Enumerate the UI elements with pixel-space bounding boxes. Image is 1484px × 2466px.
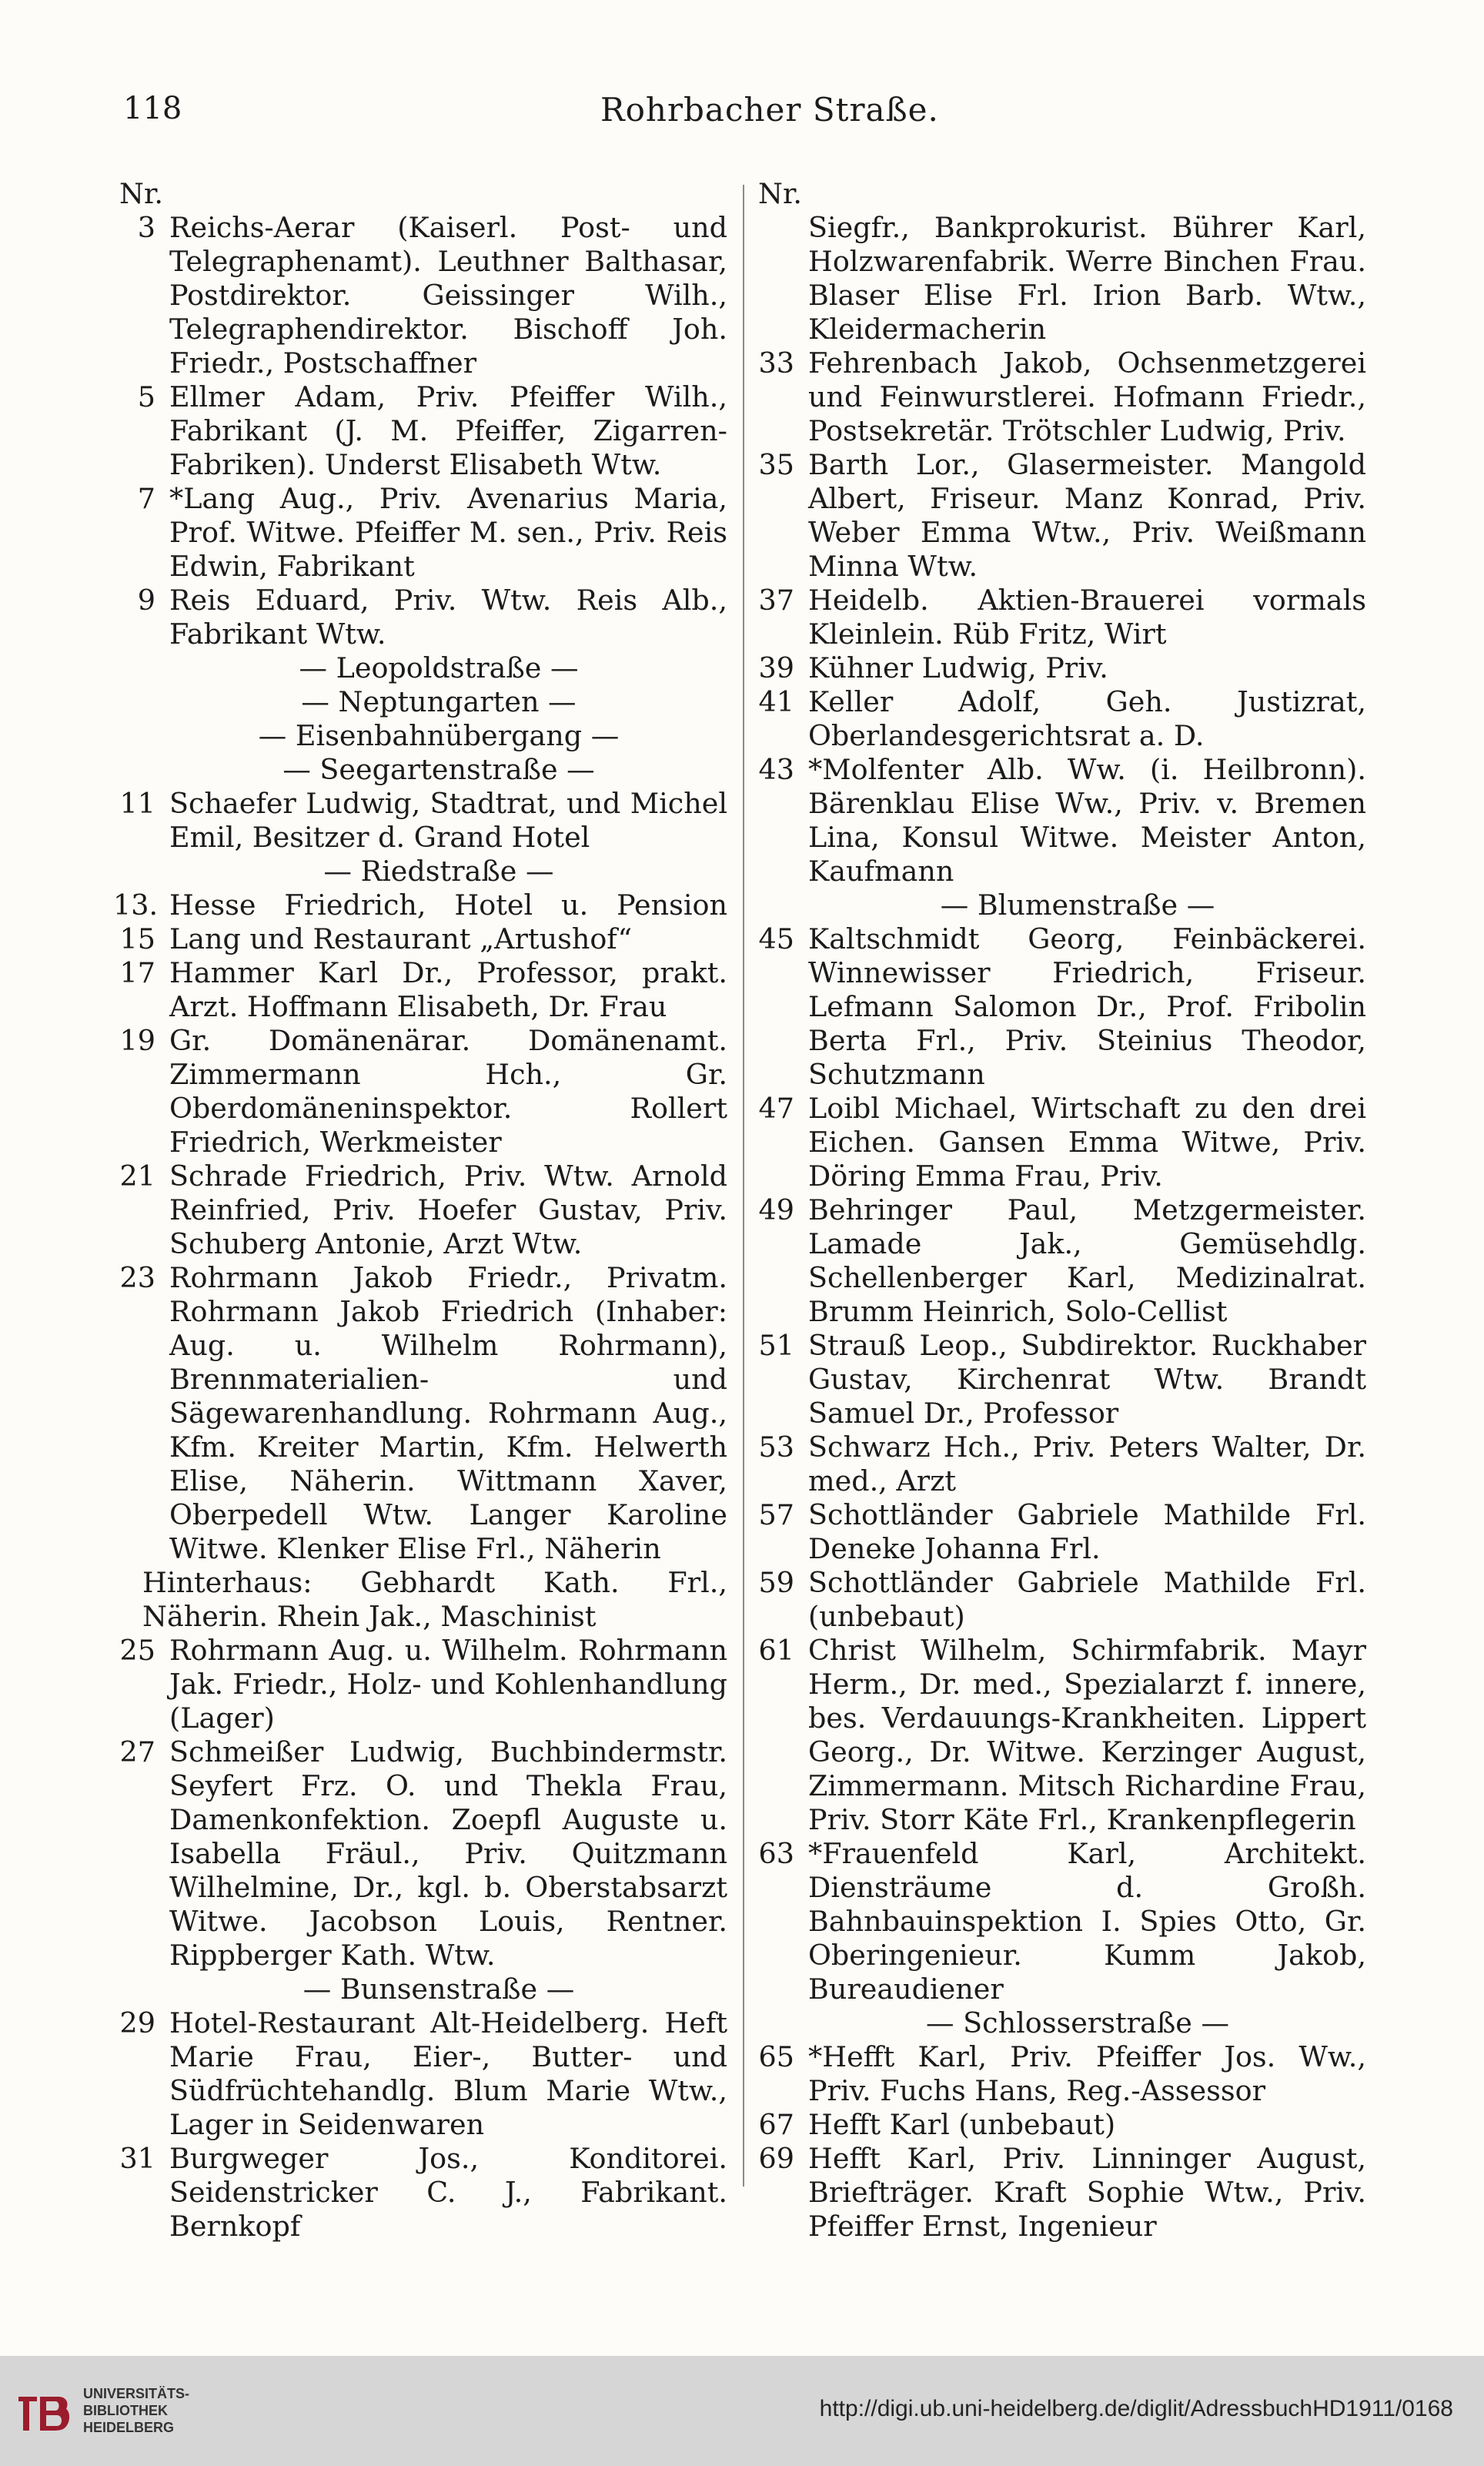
resident-text: Ellmer Adam, Priv. Pfeiffer Wilh., Fabrikant (J. M. Pfeiffer, Zigarren-Fabriken). Underst Elisabeth Wtw. (169, 380, 727, 481)
house-number: 57 (758, 1498, 794, 1531)
house-number: 19 (119, 1024, 155, 1057)
address-entry (119, 1024, 727, 1159)
house-number: 5 (137, 380, 155, 413)
nr-column-header: Nr. (758, 177, 802, 210)
page-number: 118 (123, 91, 182, 126)
address-entry (119, 584, 727, 651)
cross-street-label: — Seegartenstraße — (282, 753, 595, 786)
house-number: 25 (119, 1634, 155, 1667)
house-number: 31 (119, 2142, 155, 2175)
house-number: 65 (758, 2040, 794, 2073)
address-entry (758, 922, 1366, 1092)
house-number: 61 (758, 1634, 794, 1667)
resident-text: *Frauenfeld Karl, Architekt. Diensträume d. Großh. Bahnbauinspektion I. Spies Otto, Gr. Oberingenieur. Kumm Jakob, Bureaudiener (808, 1837, 1366, 2006)
cross-street-label: — Schlosserstraße — (926, 2006, 1229, 2039)
house-number: 37 (758, 584, 794, 617)
cross-street-label: — Bunsenstraße — (302, 1972, 575, 2006)
library-name (83, 2385, 189, 2436)
resident-text: Kühner Ludwig, Priv. (808, 651, 1108, 684)
left-column (113, 177, 727, 2243)
resident-text: Keller Adolf, Geh. Justizrat, Oberlandesgerichtsrat a. D. (808, 685, 1366, 752)
address-entry (113, 888, 727, 956)
address-entry (119, 1634, 727, 1735)
house-number: 67 (758, 2108, 794, 2141)
library-name-line: UNIVERSITÄTS- (83, 2386, 190, 2401)
house-number: 7 (137, 482, 155, 515)
column-divider (743, 185, 744, 2187)
resident-text: Barth Lor., Glasermeister. Mangold Albert, Friseur. Manz Konrad, Priv. Weber Emma Wtw., Priv. Weißmann Minna Wtw. (808, 448, 1366, 583)
house-number: 49 (758, 1193, 794, 1226)
resident-text: Hefft Karl, Priv. Linninger August, Briefträger. Kraft Sophie Wtw., Priv. Pfeiffer Ernst, Ingenieur (808, 2142, 1366, 2243)
resident-text: Reichs-Aerar (Kaiserl. Post- und Telegraphenamt). Leuthner Balthasar, Postdirektor. Geissinger Wilh., Telegraphendirektor. Bischoff Joh. Friedr., Postschaffner (169, 211, 727, 380)
house-number: 39 (758, 651, 794, 684)
address-entry (758, 1837, 1366, 2006)
resident-text: *Lang Aug., Priv. Avenarius Maria, Prof. Witwe. Pfeiffer M. sen., Priv. Reis Edwin, Fabrikant (169, 482, 727, 583)
address-entry (119, 2006, 727, 2142)
house-number: 13. 15 (113, 888, 159, 955)
address-entry (758, 1193, 1366, 1329)
page-header (123, 91, 1361, 137)
address-entry (758, 346, 1366, 448)
house-number: 43 (758, 753, 794, 786)
resident-text: *Hefft Karl, Priv. Pfeiffer Jos. Ww., Priv. Fuchs Hans, Reg.-Assessor (808, 2040, 1366, 2107)
address-entry (119, 380, 727, 482)
address-entry (758, 2108, 1366, 2142)
address-entry (758, 1430, 1366, 1498)
house-number: 11 (119, 787, 155, 820)
resident-text: Hotel-Restaurant Alt-Heidelberg. Heft Marie Frau, Eier-, Butter- und Südfrüchtehandlg. Blum Marie Wtw., Lager in Seidenwaren (169, 2006, 727, 2141)
cross-street-label: — Riedstraße — (323, 855, 554, 888)
resident-text: Schmeißer Ludwig, Buchbindermstr. Seyfert Frz. O. und Thekla Frau, Damenkonfektion. Zoepfl Auguste u. Isabella Fräul., Priv. Quitzmann Wilhelmine, Dr., kgl. b. Oberstabsarzt Witwe. Jacobson Louis, Rentner. Rippberger Kath. Wtw. (169, 1735, 727, 1972)
address-entry (119, 2142, 727, 2243)
resident-text: Rohrmann Aug. u. Wilhelm. Rohrmann Jak. Friedr., Holz- und Kohlenhandlung (Lager) (169, 1634, 727, 1735)
address-entry (119, 1735, 727, 1972)
address-entry (119, 211, 727, 380)
resident-text: Siegfr., Bankprokurist. Bührer Karl, Holzwarenfabrik. Werre Binchen Frau. Blaser Elise Frl. Irion Barb. Wtw., Kleidermacherin (808, 211, 1366, 346)
resident-text: Schottländer Gabriele Mathilde Frl. (unbebaut) (808, 1566, 1366, 1633)
house-number: 47 (758, 1092, 794, 1125)
resident-text: Fehrenbach Jakob, Ochsenmetzgerei und Feinwurstlerei. Hofmann Friedr., Postsekretär. Trötschler Ludwig, Priv. (808, 346, 1366, 447)
house-number: 29 (119, 2006, 155, 2039)
resident-text: Loibl Michael, Wirtschaft zu den drei Eichen. Gansen Emma Witwe, Priv. Döring Emma Frau, Priv. (808, 1092, 1366, 1193)
address-entry (758, 584, 1366, 651)
address-entry (119, 1159, 727, 1261)
house-number: 21 (119, 1159, 155, 1193)
house-number: 3 (137, 211, 155, 244)
address-entry (758, 651, 1366, 685)
house-number: 41 (758, 685, 794, 718)
resident-text: Schrade Friedrich, Priv. Wtw. Arnold Reinfried, Priv. Hoefer Gustav, Priv. Schuberg Antonie, Arzt Wtw. (169, 1159, 727, 1260)
address-entry (758, 1329, 1366, 1430)
address-entry (119, 1261, 727, 1566)
cross-street-label: — Leopoldstraße — (299, 651, 579, 684)
house-number: 35 (758, 448, 794, 481)
source-url-link[interactable]: http://digi.ub.uni-heidelberg.de/diglit/AdressbuchHD1911/0168 (819, 2396, 1453, 2421)
house-number: 45 (758, 922, 794, 955)
address-entry (758, 2142, 1366, 2243)
resident-text: Gr. Domänenärar. Domänenamt. Zimmermann Hch., Gr. Oberdomäneninspektor. Rollert Friedrich, Werkmeister (169, 1024, 727, 1159)
house-number: 59 (758, 1566, 794, 1599)
resident-text: Hammer Karl Dr., Professor, prakt. Arzt. Hoffmann Elisabeth, Dr. Frau (169, 956, 727, 1023)
footer-bar (0, 2356, 1484, 2466)
address-entry (119, 787, 727, 855)
address-entry (758, 1634, 1366, 1837)
resident-text: Schaefer Ludwig, Stadtrat, und Michel Emil, Besitzer d. Grand Hotel (169, 787, 727, 854)
house-number: 53 (758, 1430, 794, 1464)
address-entry (758, 1498, 1366, 1566)
resident-text: *Molfenter Alb. Ww. (i. Heilbronn). Bärenklau Elise Ww., Priv. v. Bremen Lina, Konsul Witwe. Meister Anton, Kaufmann (808, 753, 1366, 888)
library-name-line: HEIDELBERG (83, 2420, 175, 2435)
house-number: 63 (758, 1837, 794, 1870)
house-number: 17 (119, 956, 155, 989)
address-entry (758, 685, 1366, 753)
resident-text: Schwarz Hch., Priv. Peters Walter, Dr. med., Arzt (808, 1430, 1366, 1497)
cross-street-label: — Neptungarten — (301, 685, 577, 718)
resident-text: Hefft Karl (unbebaut) (808, 2108, 1116, 2141)
house-number: 9 (137, 584, 155, 617)
nr-column-header: Nr. (119, 177, 163, 210)
resident-text: Reis Eduard, Priv. Wtw. Reis Alb., Fabrikant Wtw. (169, 584, 727, 651)
rear-building-entry: Hinterhaus: Gebhardt Kath. Frl., Näherin. Rhein Jak., Maschinist (142, 1566, 727, 1633)
resident-text: Heidelb. Aktien-Brauerei vormals Kleinlein. Rüb Fritz, Wirt (808, 584, 1366, 651)
resident-text: Burgweger Jos., Konditorei. Seidenstricker C. J., Fabrikant. Bernkopf (169, 2142, 727, 2243)
library-logo-icon (15, 2391, 75, 2437)
house-number: 51 (758, 1329, 794, 1362)
address-entry (119, 482, 727, 584)
resident-text: Christ Wilhelm, Schirmfabrik. Mayr Herm., Dr. med., Spezialarzt f. innere, bes. Verdauungs-Krankheiten. Lippert Georg., Dr. Witwe. Kerzinger August, Zimmermann. Mitsch Richardine Frau, Priv. Storr Käte Frl., Krankenpflegerin (808, 1634, 1366, 1836)
house-number: 27 (119, 1735, 155, 1768)
library-name-line: BIBLIOTHEK (83, 2403, 168, 2418)
resident-text: Kaltschmidt Georg, Feinbäckerei. Winnewisser Friedrich, Friseur. Lefmann Salomon Dr., Prof. Fribolin Berta Frl., Priv. Steinius Theodor, Schutzmann (808, 922, 1366, 1091)
resident-text: Schottländer Gabriele Mathilde Frl. Deneke Johanna Frl. (808, 1498, 1366, 1565)
address-entry (758, 2040, 1366, 2108)
address-entry (758, 1566, 1366, 1634)
address-entry (758, 448, 1366, 584)
resident-text: Rohrmann Jakob Friedr., Privatm. Rohrmann Jakob Friedrich (Inhaber: Aug. u. Wilhelm Rohrmann), Brennmaterialien- und Sägewarenhandlung. Rohrmann Aug., Kfm. Kreiter Martin, Kfm. Helwerth Elise, Näherin. Wittmann Xaver, Oberpedell Wtw. Langer Karoline Witwe. Klenker Elise Frl., Näherin (169, 1261, 727, 1565)
resident-text: Hesse Friedrich, Hotel u. Pension Lang und Restaurant „Artushof“ (169, 888, 727, 955)
address-entry (758, 1092, 1366, 1193)
right-column (758, 177, 1366, 2243)
address-entry (758, 753, 1366, 888)
cross-street-label: — Eisenbahnübergang — (258, 719, 620, 752)
house-number: 23 (119, 1261, 155, 1294)
house-number: 33 (758, 346, 794, 380)
address-entry (119, 956, 727, 1024)
resident-text: Strauß Leop., Subdirektor. Ruckhaber Gustav, Kirchenrat Wtw. Brandt Samuel Dr., Professor (808, 1329, 1366, 1430)
house-number: 69 (758, 2142, 794, 2175)
running-title: Rohrbacher Straße. (600, 91, 939, 129)
resident-text: Behringer Paul, Metzgermeister. Lamade Jak., Gemüsehdlg. Schellenberger Karl, Medizinalrat. Brumm Heinrich, Solo-Cellist (808, 1193, 1366, 1328)
address-entry (758, 211, 1366, 346)
cross-street-label: — Blumenstraße — (940, 888, 1215, 922)
